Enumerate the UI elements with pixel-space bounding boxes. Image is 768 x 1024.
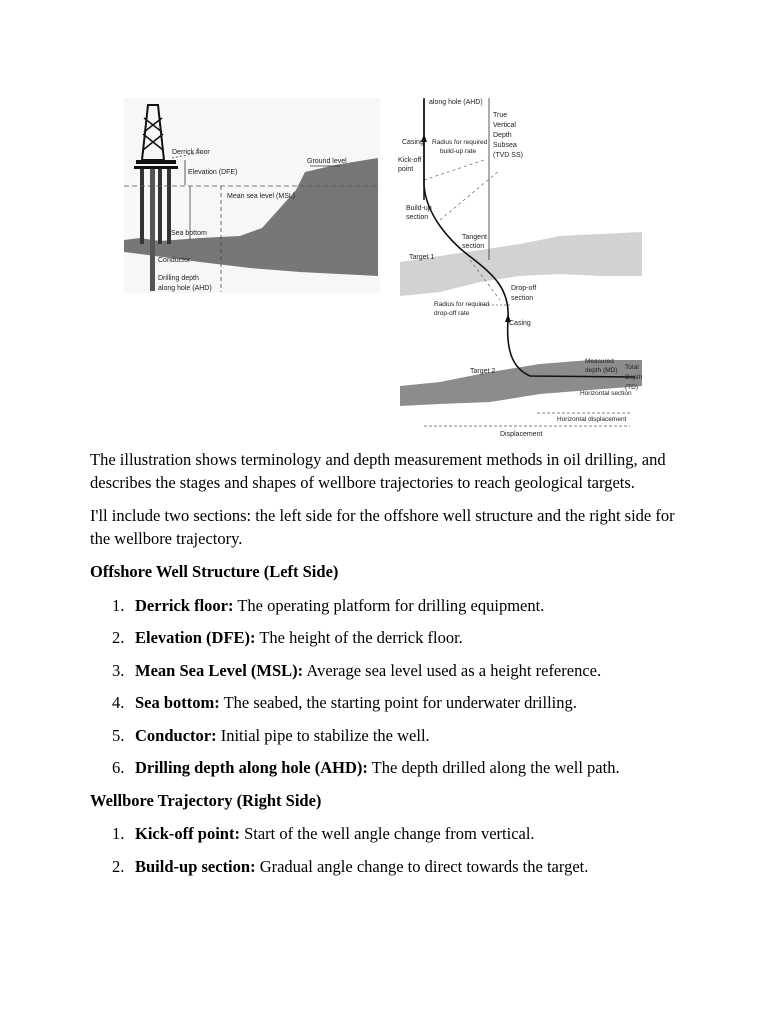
tvd-label-2: Depth — [493, 132, 512, 139]
radius-drop-label-0: Radius for required — [434, 301, 490, 308]
section-heading-trajectory: Wellbore Trajectory (Right Side) — [90, 790, 322, 810]
term: Drilling depth along hole (AHD): — [135, 758, 368, 777]
target2-label: Target 2 — [470, 368, 496, 375]
tvd-label-0: True — [493, 112, 508, 119]
list-item: 3. Mean Sea Level (MSL): Average sea level used as a height reference. — [112, 660, 602, 680]
tangent-label-0: Tangent — [462, 234, 487, 241]
intro-paragraph-2: I'll include two sections: the left side for the offshore well structure and the right side for the wellbore trajectory. — [90, 506, 675, 548]
tangent-label-1: section — [462, 243, 485, 250]
term: Build-up section: — [135, 856, 256, 876]
dropoff-label-1: section — [511, 295, 534, 302]
description: The seabed, the starting point for underwater drilling. — [219, 693, 577, 712]
casing-top-label: Casing — [402, 139, 424, 146]
list-item: 4. Sea bottom: The seabed, the starting point for underwater drilling. — [112, 693, 577, 712]
well-diagram — [0, 0, 768, 445]
term: Sea bottom: — [135, 693, 220, 712]
displacement-label: Displacement — [500, 431, 543, 438]
description: The operating platform for drilling equipment. — [233, 595, 545, 615]
horizontal-displacement-label: Horizontal displacement — [557, 416, 627, 423]
total-depth-label-1: Depth — [625, 374, 643, 381]
list-item: 6. Drilling depth along hole (AHD): The depth drilled along the well path. — [112, 758, 620, 777]
radius-build-label-1: build-up rate — [440, 148, 477, 155]
list-item: 2. Elevation (DFE): The height of the derrick floor. — [112, 628, 463, 647]
casing-mid-label: Casing — [509, 320, 531, 327]
document-body — [90, 449, 690, 888]
sea-bottom-label: Sea bottom — [171, 230, 207, 237]
description: The depth drilled along the well path. — [367, 758, 620, 777]
ahd-label: along hole (AHD) — [429, 99, 483, 106]
list-item: 2. Build-up section: Gradual angle change to direct towards the target. — [112, 856, 589, 876]
description: Start of the well angle change from vertical. — [239, 824, 535, 843]
kickoff-label-1: point — [398, 166, 414, 173]
term: Kick-off point: — [135, 824, 240, 843]
measured-depth-label-1: depth (MD) — [585, 367, 618, 374]
trajectory-terms-list — [90, 823, 690, 878]
list-item: 5. Conductor: Initial pipe to stabilize the well. — [112, 725, 430, 745]
offshore-well-panel — [124, 98, 380, 293]
intro-paragraph-1: The illustration shows terminology and depth measurement methods in oil drilling, and describes the stages and shapes of wellbore trajectories to reach geological targets. — [90, 450, 666, 492]
measured-depth-label-0: Measured — [585, 358, 614, 365]
dropoff-label-0: Drop-off — [511, 285, 537, 292]
radius-drop-label-1: drop-off rate — [434, 310, 470, 317]
term: Derrick floor: — [135, 595, 234, 615]
horizontal-section-label: Horizontal section — [580, 390, 632, 397]
term: Elevation (DFE): — [135, 628, 256, 647]
derrick-floor-label: Derrick floor — [172, 149, 210, 156]
ground-level-label: Ground level — [307, 158, 347, 165]
offshore-terms-list — [90, 595, 690, 780]
description: The height of the derrick floor. — [255, 628, 463, 647]
term: Conductor: — [135, 725, 217, 745]
target1-label: Target 1 — [409, 254, 435, 261]
list-item: 1. Kick-off point: Start of the well angle change from vertical. — [112, 824, 535, 843]
section-heading-offshore: Offshore Well Structure (Left Side) — [90, 562, 339, 581]
total-depth-label-2: (TD) — [625, 384, 638, 391]
tvd-label-1: Vertical — [493, 122, 516, 129]
drilling-depth-label: Drilling depth — [158, 275, 199, 282]
buildup-label-1: section — [406, 214, 429, 221]
radius-build-label-0: Radius for required — [432, 139, 488, 146]
elevation-label: Elevation (DFE) — [188, 169, 238, 176]
tvd-label-4: (TVD SS) — [493, 152, 523, 159]
description: Gradual angle change to direct towards the target. — [255, 856, 589, 876]
kickoff-label-0: Kick-off — [398, 157, 422, 164]
term: Mean Sea Level (MSL): — [135, 660, 304, 680]
conductor-label: Conductor — [158, 257, 191, 264]
msl-label: Mean sea level (MSL) — [227, 193, 296, 200]
wellbore-trajectory-panel — [398, 98, 643, 438]
list-item: 1. Derrick floor: The operating platform for drilling equipment. — [112, 595, 545, 615]
tvd-label-3: Subsea — [493, 142, 517, 149]
description: Initial pipe to stabilize the well. — [216, 725, 430, 745]
total-depth-label-0: Total — [625, 364, 639, 371]
description: Average sea level used as a height reference. — [303, 660, 602, 680]
buildup-label-0: Build-up — [406, 205, 432, 212]
well-diagram-figure — [0, 0, 768, 445]
drilling-depth-label-2: along hole (AHD) — [158, 285, 212, 292]
